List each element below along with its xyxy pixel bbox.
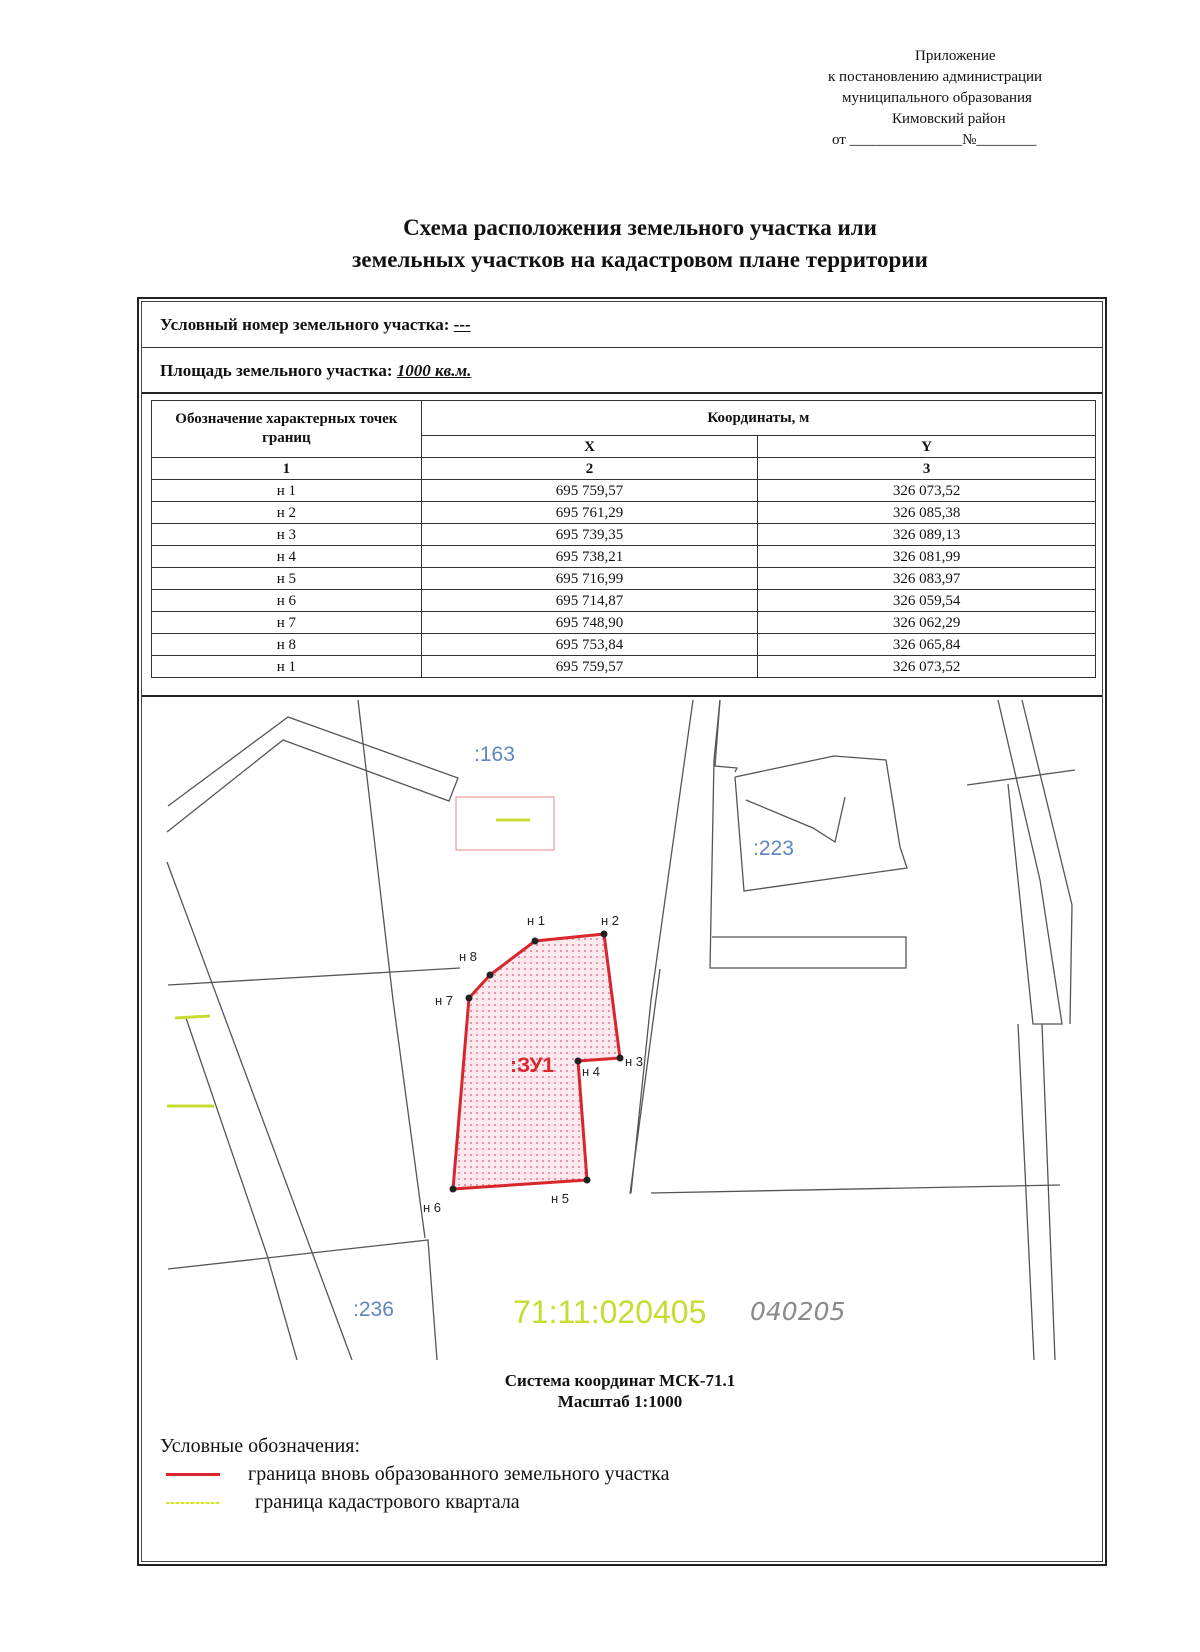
red-line-swatch [166, 1473, 220, 1476]
road-boundary [630, 969, 660, 1194]
table-cell-x: 695 739,35 [421, 524, 758, 546]
cadastral-number-163: :163 [474, 743, 515, 766]
point-label-n7: н 7 [435, 993, 454, 1008]
neighbor-parcel-boundary [186, 1018, 297, 1360]
table-cell-y: 326 083,97 [758, 568, 1096, 590]
coordinate-system: Система координат МСК-71.1 [504, 1371, 736, 1390]
header-note-date-line: от _______________№________ [832, 132, 1037, 148]
neighbor-parcel-boundary [168, 968, 460, 985]
table-cell-y: 326 073,52 [758, 656, 1096, 678]
document-title-line: Схема расположения земельного участка или [403, 215, 877, 240]
road-boundary [998, 700, 1062, 1024]
parcel-label: :ЗУ1 [510, 1054, 555, 1077]
handwritten-note: 040205 [750, 1297, 846, 1326]
legend-item-label: граница кадастрового квартала [255, 1491, 520, 1513]
boundary-point-n3 [617, 1055, 624, 1062]
table-cell-y: 326 089,13 [758, 524, 1096, 546]
boundary-point-n7 [466, 995, 473, 1002]
document-title-line: земельных участков на кадастровом плане территории [352, 247, 928, 272]
table-cell-point: н 5 [152, 568, 422, 590]
parcel-area-value: 1000 кв.м. [396, 361, 472, 380]
point-label-n1: н 1 [527, 913, 546, 928]
road-boundary [1022, 700, 1072, 1024]
table-cell-y: 326 059,54 [758, 590, 1096, 612]
column-number: 2 [421, 458, 758, 480]
table-cell-x: 695 714,87 [421, 590, 758, 612]
road-boundary [651, 1185, 1060, 1193]
table-cell-point: н 7 [152, 612, 422, 634]
table-cell-y: 326 062,29 [758, 612, 1096, 634]
table-cell-x: 695 759,57 [421, 480, 758, 502]
table-cell-x: 695 748,90 [421, 612, 758, 634]
table-cell-point: н 1 [152, 656, 422, 678]
point-label-n3: н 3 [625, 1054, 644, 1069]
table-cell-x: 695 716,99 [421, 568, 758, 590]
yellow-dotted-line-swatch [166, 1502, 220, 1504]
road-boundary [967, 770, 1075, 785]
parcel-163-outline [456, 797, 554, 850]
x-column-header: X [421, 436, 758, 458]
cadastral-number-223: :223 [753, 837, 794, 860]
table-cell-y: 326 065,84 [758, 634, 1096, 656]
point-label-n5: н 5 [551, 1191, 570, 1206]
legend-item-quarter-boundary [160, 1488, 520, 1516]
point-label-n8: н 8 [459, 949, 478, 964]
boundary-point-n6 [450, 1186, 457, 1193]
road-boundary [1042, 1024, 1055, 1360]
cadastral-number-236: :236 [353, 1298, 394, 1321]
table-cell-x: 695 738,21 [421, 546, 758, 568]
table-cell-point: н 8 [152, 634, 422, 656]
boundary-point-n5 [584, 1177, 591, 1184]
table-cell-point: н 1 [152, 480, 422, 502]
map-caption [0, 1370, 1200, 1412]
point-label-n4: н 4 [582, 1064, 601, 1079]
cadastral-quarter-number: 71:11:020405 [513, 1294, 707, 1330]
table-cell-point: н 2 [152, 502, 422, 524]
neighbor-parcel-boundary [168, 1240, 437, 1360]
parcel-area-label: Площадь земельного участка: [160, 361, 397, 380]
points-column-header: Обозначение характерных точек границ [152, 401, 422, 458]
point-label-n6: н 6 [423, 1200, 442, 1215]
neighbor-parcel-boundary [746, 797, 845, 842]
table-cell-y: 326 085,38 [758, 502, 1096, 524]
neighbor-parcel-boundary [167, 862, 352, 1360]
legend-title: Условные обозначения: [160, 1435, 361, 1457]
neighbor-parcel-boundary [735, 756, 907, 891]
header-note-line: Кимовский район [892, 111, 1006, 127]
header-note-line: муниципального образования [842, 90, 1032, 106]
column-number: 3 [758, 458, 1096, 480]
legend [160, 1432, 670, 1516]
table-cell-point: н 6 [152, 590, 422, 612]
coords-column-header: Координаты, м [421, 401, 1095, 436]
column-number: 1 [152, 458, 422, 480]
legend-item-parcel-boundary [160, 1460, 670, 1488]
y-column-header: Y [758, 436, 1096, 458]
map-scale: Масштаб 1:1000 [557, 1392, 683, 1411]
boundary-point-n1 [532, 938, 539, 945]
neighbor-parcel-boundary [167, 717, 458, 832]
boundary-point-n2 [601, 931, 608, 938]
table-cell-x: 695 753,84 [421, 634, 758, 656]
boundary-point-n8 [487, 972, 494, 979]
table-cell-point: н 4 [152, 546, 422, 568]
header-note-line: к постановлению администрации [828, 69, 1043, 85]
boundary-point-n4 [575, 1058, 582, 1065]
table-cell-point: н 3 [152, 524, 422, 546]
legend-item-label: граница вновь образованного земельного участка [248, 1463, 670, 1485]
table-cell-y: 326 073,52 [758, 480, 1096, 502]
neighbor-parcel-boundary [358, 700, 425, 1238]
road-boundary [1018, 1024, 1034, 1360]
table-cell-y: 326 081,99 [758, 546, 1096, 568]
header-note-line: Приложение [915, 48, 996, 64]
point-label-n2: н 2 [601, 913, 620, 928]
parcel-number-label: Условный номер земельного участка: [160, 315, 454, 334]
parcel-number-value: --- [453, 315, 471, 334]
table-cell-x: 695 761,29 [421, 502, 758, 524]
table-cell-x: 695 759,57 [421, 656, 758, 678]
